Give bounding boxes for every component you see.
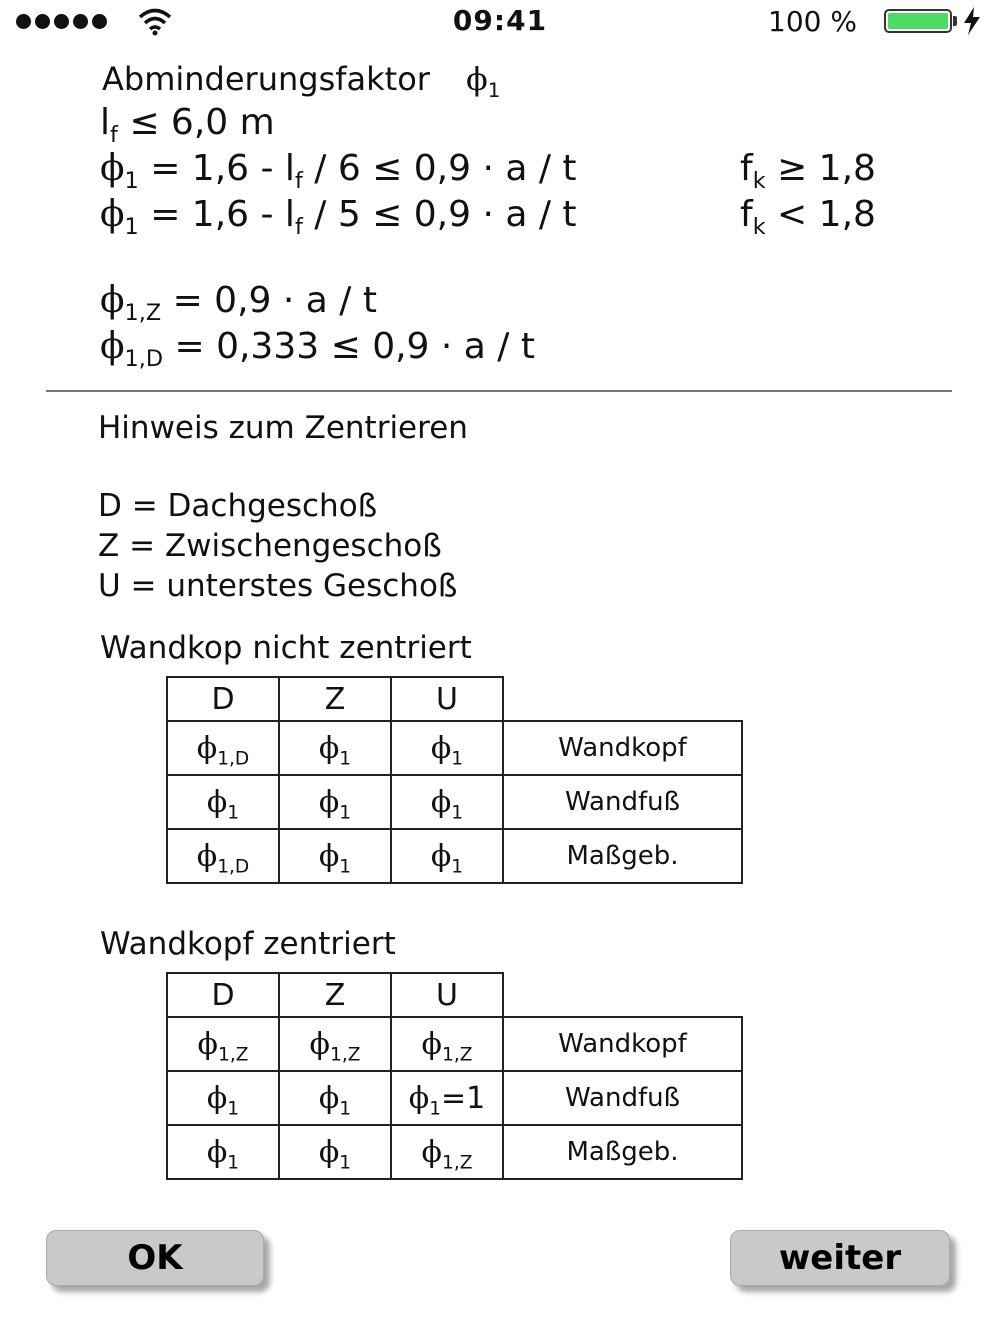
table-cell: $\phi_1$ bbox=[279, 775, 391, 829]
column-header: D bbox=[167, 973, 279, 1017]
row-label: Wandkopf bbox=[503, 1017, 742, 1071]
table2-title: Wandkopf zentriert bbox=[100, 926, 396, 962]
table-cell: $\phi_1$ bbox=[167, 775, 279, 829]
table-cell: $\phi_1$ bbox=[391, 829, 503, 883]
ok-button[interactable]: OK bbox=[46, 1230, 264, 1286]
column-header: Z bbox=[279, 973, 391, 1017]
battery-icon bbox=[884, 9, 952, 33]
formula-eq3: $\phi_{1,Z} = 0,9 \cdot a / t$ bbox=[100, 280, 377, 326]
table-row bbox=[167, 1125, 742, 1179]
table-cell: $\phi_1$ bbox=[391, 721, 503, 775]
table-row bbox=[167, 829, 742, 883]
legend-item-u: U = unterstes Geschoß bbox=[98, 568, 458, 604]
column-header: D bbox=[167, 677, 279, 721]
table-row bbox=[167, 721, 742, 775]
formula-eq2: $\phi_1 = 1,6 - l_f / 5 \le 0,9 \cdot a / t$ bbox=[100, 194, 577, 240]
legend-item-d: D = Dachgeschoß bbox=[98, 488, 378, 524]
formula-eq1-condition: $f_k \ge 1,8$ bbox=[740, 148, 876, 194]
battery-percent: 100 % bbox=[768, 5, 857, 38]
table-row bbox=[167, 1017, 742, 1071]
table-cell: $\phi_1$ bbox=[279, 721, 391, 775]
hint-title: Hinweis zum Zentrieren bbox=[98, 410, 468, 446]
legend-item-z: Z = Zwischengeschoß bbox=[98, 528, 442, 564]
table-row bbox=[167, 1071, 742, 1125]
formula-eq1: $\phi_1 = 1,6 - l_f / 6 \le 0,9 \cdot a / t$ bbox=[100, 148, 577, 194]
row-label: Maßgeb. bbox=[503, 1125, 742, 1179]
table-centered bbox=[166, 972, 743, 1180]
charging-bolt-icon bbox=[962, 7, 982, 35]
column-header: U bbox=[391, 973, 503, 1017]
table-cell: $\phi_{1,Z}$ bbox=[167, 1017, 279, 1071]
table-cell: $\phi_{1,Z}$ bbox=[391, 1017, 503, 1071]
formula-title: Abminderungsfaktor $\phi_1$ bbox=[102, 60, 501, 102]
row-label: Wandfuß bbox=[503, 1071, 742, 1125]
table-cell: $\phi_1$ bbox=[167, 1071, 279, 1125]
formula-length-limit: $l_f \le 6,0$ m bbox=[100, 102, 275, 148]
table-cell: $\phi_1$ bbox=[279, 1071, 391, 1125]
table-cell: $\phi_1$ bbox=[279, 829, 391, 883]
status-bar bbox=[0, 0, 1000, 44]
table-row bbox=[167, 775, 742, 829]
table-cell: $\phi_1$ bbox=[391, 775, 503, 829]
table-cell: $\phi_1$ bbox=[167, 1125, 279, 1179]
next-button[interactable]: weiter bbox=[730, 1230, 950, 1286]
clock: 09:41 bbox=[452, 4, 548, 37]
formula-eq4: $\phi_{1,D} = 0,333 \le 0,9 \cdot a / t$ bbox=[100, 326, 535, 372]
table-cell: $\phi_1$ bbox=[279, 1125, 391, 1179]
row-label: Wandfuß bbox=[503, 775, 742, 829]
row-label: Wandkopf bbox=[503, 721, 742, 775]
table-cell: $\phi_{1,Z}$ bbox=[391, 1125, 503, 1179]
column-header: U bbox=[391, 677, 503, 721]
table-not-centered bbox=[166, 676, 743, 884]
table-cell: $\phi_{1,Z}$ bbox=[279, 1017, 391, 1071]
divider bbox=[46, 390, 952, 392]
table-cell: $\phi_1=1$ bbox=[391, 1071, 503, 1125]
formula-eq2-condition: $f_k < 1,8$ bbox=[740, 194, 876, 240]
table-cell: $\phi_{1,D}$ bbox=[167, 721, 279, 775]
row-label: Maßgeb. bbox=[503, 829, 742, 883]
table1-title: Wandkop nicht zentriert bbox=[100, 630, 472, 666]
table-cell: $\phi_{1,D}$ bbox=[167, 829, 279, 883]
column-header: Z bbox=[279, 677, 391, 721]
